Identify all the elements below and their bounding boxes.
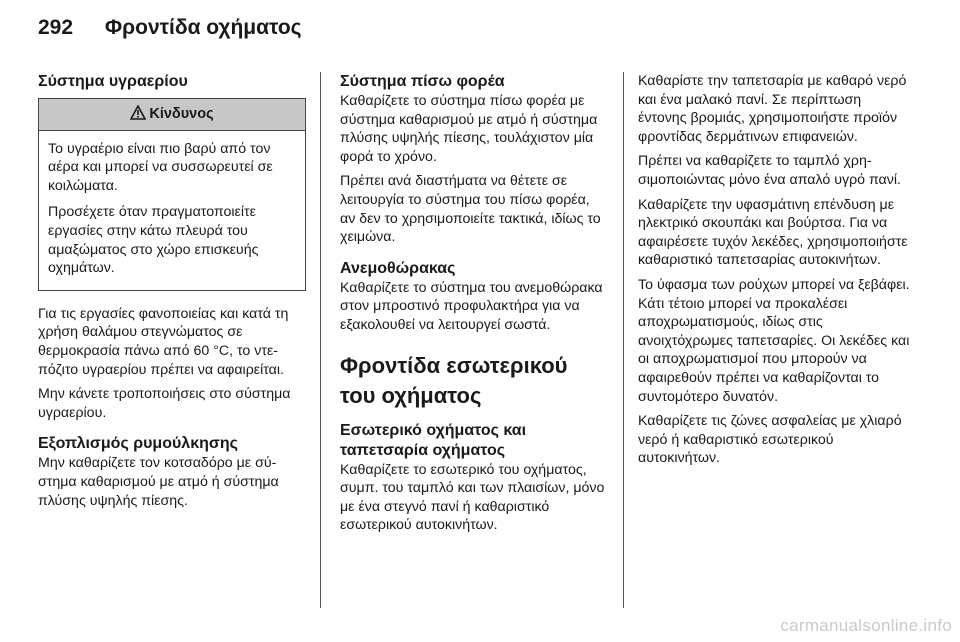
body-paragraph: Καθαρίζετε το σύστημα πίσω φορέα με σύστημα καθαρισμού με ατμό ή σύστημα πλύσης υψηλής πίεσης, τουλάχιστον μία φορά το χρόνο. [340, 93, 598, 165]
danger-paragraph: Προσέχετε όταν πραγματοποιείτε εργασίες στην κάτω πλευρά του αμαξώματος στο χώρο επισκευής οχημάτων. [48, 204, 259, 277]
body-paragraph: Καθαρίστε την ταπετσαρία με καθαρό νερό και ένα μαλακό πανί. Σε περίπτωση έντονης βρομιάς, χρησιμοποιήστε προϊόν φροντίδας δερμάτινων επιφανειών. [638, 73, 907, 145]
body-paragraph: Το ύφασμα των ρούχων μπορεί να ξεβάφει. Κάτι τέτοιο μπορεί να προκαλέσει αποχρωματισμούς, ιδίως στις ανοιχτόχρωμες ταπετσαρίες. Οι λεκέδες και οι αποχρωματισμοί που μπορούν να αφαιρεθούν πρέπει να καθαρίζονται το συντομότερο δυνατόν. [638, 276, 910, 405]
column-1 [38, 72, 306, 516]
body-paragraph: Πρέπει να καθαρίζετε το ταμπλό χρησιμοποιώντας μόνο ένα απαλό υγρό πανί. [638, 153, 901, 188]
page-title: Φροντίδα οχήματος [104, 16, 302, 39]
body-paragraph: Καθαρίζετε τις ζώνες ασφαλείας με χλιαρό νερό ή καθαριστικό εσωτερικού αυτοκινήτων. [638, 413, 902, 467]
chapter-title-interior-care: Φροντίδα εσωτερικού του οχήματος [340, 352, 568, 408]
danger-box-body [39, 131, 305, 290]
danger-box-header [39, 99, 305, 131]
watermark: carmanualsonline.info [780, 616, 952, 635]
column-3 [638, 72, 910, 474]
danger-box-title: Κίνδυνος [149, 106, 214, 122]
body-paragraph: Καθαρίζετε το εσωτερικό του οχήματος, συμπ. του ταμπλό και των πλαισίων, μόνο με ένα στεγνό πανί ή καθαριστικό εσωτερικού αυτοκινήτων. [340, 461, 605, 534]
body-paragraph: Για τις εργασίες φανοποιείας και κατά τη χρήση θαλάμου στεγνώματος σε θερμοκρασία πάνω από 60 °C, το ντεπόζιτο υγραερίου πρέπει να αφαιρείται. [38, 305, 289, 378]
section-title-towing: Εξοπλισμός ρυμούλκησης [38, 435, 238, 453]
body-paragraph: Μην κάνετε τροποποιήσεις στο σύστημα υγραερίου. [38, 386, 291, 421]
column-2 [340, 72, 608, 541]
danger-box [38, 98, 306, 291]
body-paragraph: Μην καθαρίζετε τον κοτσαδόρο με σύστημα καθαρισμού με ατμό ή σύστημα πλύσης υψηλής πίεσης. [38, 455, 279, 509]
section-title-lpg: Σύστημα υγραερίου [38, 73, 188, 90]
column-divider-right [623, 72, 624, 608]
warning-triangle-icon [130, 106, 149, 122]
section-title-rear-carrier: Σύστημα πίσω φορέα [340, 73, 505, 90]
column-divider-left [320, 72, 321, 608]
body-paragraph: Καθαρίζετε το σύστημα του ανεμοθώρακα στον μπροστινό προφυλακτήρα για να εξακολουθεί να λειτουργεί σωστά. [340, 279, 603, 333]
danger-paragraph: Το υγραέριο είναι πιο βαρύ από τον αέρα και μπορεί να συσσωρευτεί σε κοιλώματα. [48, 140, 273, 194]
page-number: 292 [38, 16, 74, 39]
page-header [38, 16, 302, 40]
body-paragraph: Καθαρίζετε την υφασμάτινη επένδυση με ηλεκτρικό σκουπάκι και βούρτσα. Για να αφαιρέσετε τυχόν λεκέδες, χρησιμοποιήστε καθαριστικό ταπετσαρίας αυτοκινήτων. [638, 196, 908, 269]
section-title-wind-deflector: Ανεμοθώρακας [340, 259, 456, 277]
section-title-interior-upholstery: Εσωτερικό οχήματος και ταπετσαρία οχήματος [340, 421, 527, 459]
body-paragraph: Πρέπει ανά διαστήματα να θέτετε σε λειτουργία το σύστημα του πίσω φορέα, αν δεν το χρησιμοποιείτε τακτικά, ιδίως το χειμώνα. [340, 173, 601, 246]
